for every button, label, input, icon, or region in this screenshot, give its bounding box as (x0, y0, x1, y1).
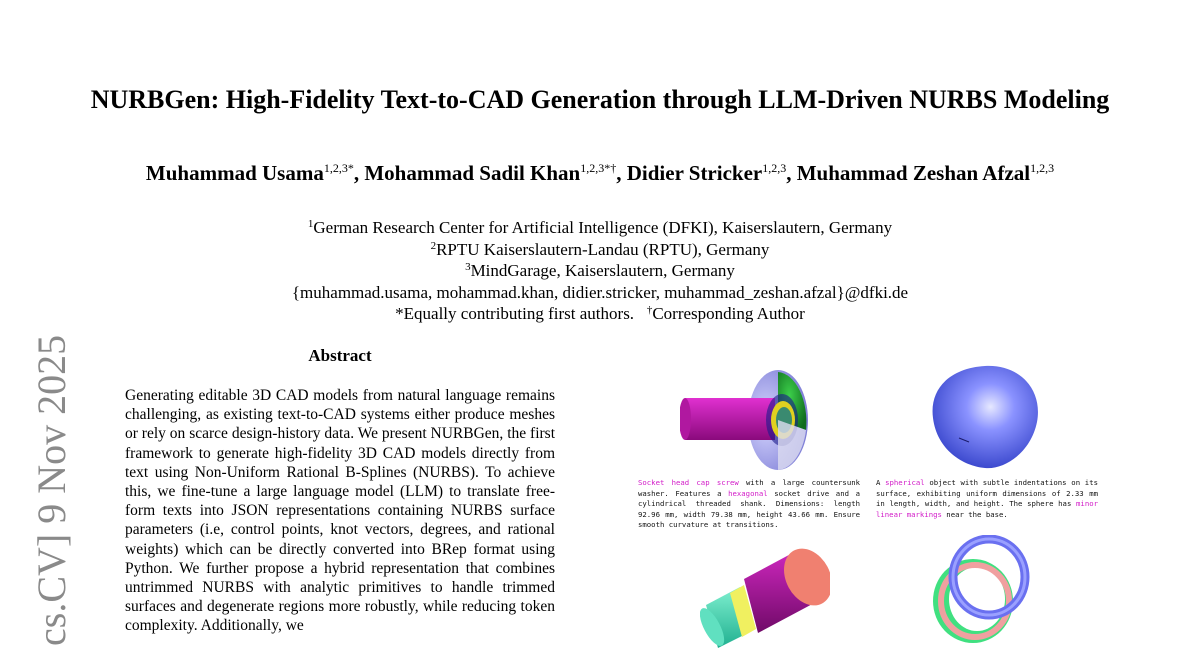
affil-sup: 2 (430, 239, 437, 252)
author-name: Didier Stricker (626, 161, 763, 185)
caption-text: with a large countersunk washer. Features a (638, 478, 860, 498)
author-list: Muhammad Usama$^{1,2,3*}$, Mohammad Sadil Khan$^{1,2,3*\dagger}$, Didier Stricker$^{1,2,3}$, Muhammad Zeshan Afzal$^{1,2,3}$ (145, 161, 1055, 185)
affil-text: RPTU Kaiserslautern-Landau (RPTU), Germany (436, 239, 770, 259)
arxiv-identifier (22, 335, 82, 648)
author-affil-sup: 1,2,3*† (580, 161, 617, 175)
caption-text: socket drive and a cylindrical threaded shank. Dimensions: length 92.96 mm, width 79.38 mm, height 43.66 mm. Ensure smooth curvature at transitions. (638, 488, 860, 529)
arxiv-id-text: cs.CV] 9 Nov 2025 (29, 335, 74, 647)
affiliation-line (150, 239, 1050, 261)
abstract-text: Generating editable 3D CAD models from natural language remains challenging, as existing text-to-CAD systems either produce meshes or rely on scarce design-history data. We present NURBGen, the first framework to generate high-fidelity 3D CAD models directly from text using Non-Uniform Rational B-Splines (NURBS). To achieve this, we fine-tune a large language model (LLM) to translate free-form texts into JSON representations containing NURBS surface parameters (i.e, control points, knot vectors, degrees, and rational weights) which can be directly converted into BRep format using Python. We further propose a hybrid representation that combines untrimmed NURBS with analytic primitives to handle trimmed surfaces and degenerate regions more robustly, while reducing token complexity. Additionally, we (125, 387, 555, 635)
caption-highlight: hexagonal (728, 488, 768, 498)
caption-highlight: Socket head cap screw (638, 478, 739, 487)
affil-sup: 1 (307, 218, 314, 230)
teaser-figure (630, 360, 1100, 648)
author-name: Muhammad Usama (145, 161, 324, 185)
author-affil-sup: 1,2,3 (1030, 161, 1055, 175)
corresponding-mark: † (646, 304, 653, 316)
figure-caption-sphere (876, 478, 1098, 520)
ring-render-image (925, 535, 1035, 648)
caption-text: A (876, 478, 886, 487)
equal-contrib-note: *Equally contributing first authors. (395, 304, 635, 323)
author-emails: {muhammad.usama, mohammad.khan, didier.stricker, muhammad_zeshan.afzal}@dfki.de (291, 282, 909, 302)
author-affil-sup: 1,2,3* (323, 161, 354, 175)
caption-highlight: spherical (885, 478, 925, 487)
corresponding-note: Corresponding Author (652, 304, 805, 323)
screw-render-image (680, 370, 860, 480)
author-name: Muhammad Zeshan Afzal (796, 161, 1031, 185)
affil-text: MindGarage, Kaiserslautern, Germany (470, 261, 735, 280)
cylinder-render-image (700, 545, 830, 648)
affiliation-line (150, 217, 1050, 239)
contribution-note (150, 303, 1050, 325)
author-affil-sup: 1,2,3 (762, 161, 787, 175)
caption-highlight: minor linear markings (876, 499, 1098, 519)
paper-title: NURBGen: High-Fidelity Text-to-CAD Generation through LLM-Driven NURBS Modeling (90, 85, 1110, 114)
sphere-render-image (925, 360, 1045, 475)
affiliations (150, 217, 1050, 325)
author-name: Mohammad Sadil Khan (364, 161, 581, 185)
caption-text: object with subtle indentations on its surface, exhibiting uniform dimensions of 2.33 mm in length, width, and height. The sphere has (876, 478, 1098, 508)
figure-caption-screw (638, 478, 860, 531)
affil-text: German Research Center for Artificial Intelligence (DFKI), Kaiserslautern, Germany (313, 218, 893, 237)
abstract-heading: Abstract (308, 346, 372, 365)
caption-text: near the base. (941, 509, 1008, 519)
affil-sup: 3 (465, 261, 471, 273)
affiliation-line (150, 260, 1050, 282)
